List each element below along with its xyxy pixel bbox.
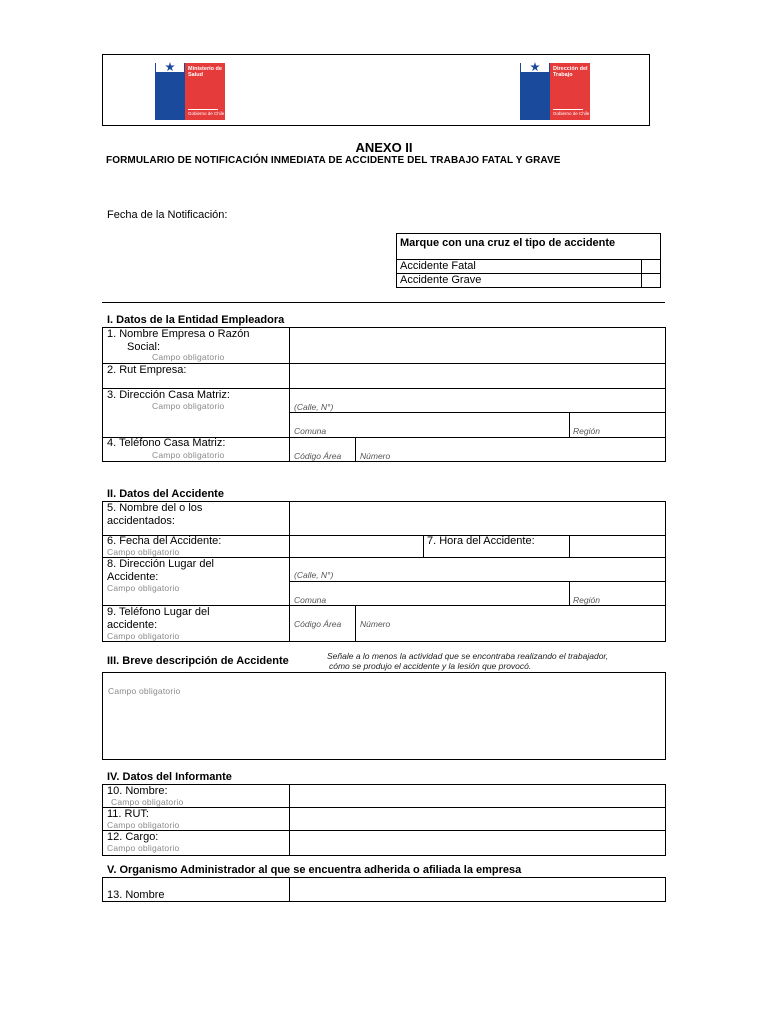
field2-label: 2. Rut Empresa: (107, 364, 187, 376)
separator-line (102, 302, 665, 303)
field10-required-hint: Campo obligatorio (111, 797, 184, 807)
description-required-hint: Campo obligatorio (108, 686, 181, 696)
field3-street-hint: (Calle, N°) (294, 402, 334, 412)
field1-required-hint: Campo obligatorio (152, 352, 225, 362)
field3-street-input[interactable] (290, 389, 665, 411)
field5-input[interactable] (290, 502, 665, 534)
field3-label: 3. Dirección Casa Matriz: (107, 389, 230, 401)
section3-instruction: Señale a lo menos la actividad que se encontraba realizando el trabajador, cómo se produjo el accidente y la lesión que provocó. (327, 651, 609, 671)
field2-input[interactable] (290, 364, 665, 387)
field8-commune-hint: Comuna (294, 595, 327, 605)
description-textarea[interactable] (102, 672, 666, 760)
form-subtitle: FORMULARIO DE NOTIFICACIÓN INMEDIATA DE ACCIDENTE DEL TRABAJO FATAL Y GRAVE (106, 155, 561, 166)
field9-number-hint: Número (360, 619, 391, 629)
field12-required-hint: Campo obligatorio (107, 843, 180, 853)
field8-required-hint: Campo obligatorio (107, 583, 180, 593)
field8-street-hint: (Calle, N°) (294, 570, 334, 580)
accident-grave-checkbox[interactable] (642, 274, 660, 287)
field6-required-hint: Campo obligatorio (107, 547, 180, 557)
field4-area-code-hint: Código Área (294, 451, 342, 461)
section4-title: IV. Datos del Informante (107, 771, 232, 783)
accident-type-grave-label: Accidente Grave (400, 274, 482, 286)
field12-input[interactable] (290, 831, 665, 855)
field7-label: 7. Hora del Accidente: (427, 535, 535, 547)
direccion-trabajo-logo: Dirección del Trabajo Gobierno de Chile (520, 63, 590, 120)
accident-fatal-checkbox[interactable] (642, 260, 660, 272)
field12-label: 12. Cargo: (107, 831, 159, 843)
field11-input[interactable] (290, 808, 665, 829)
field4-required-hint: Campo obligatorio (152, 450, 225, 460)
field11-label: 11. RUT: (107, 808, 149, 820)
field3-required-hint: Campo obligatorio (152, 401, 225, 411)
field10-label: 10. Nombre: (107, 785, 168, 797)
field3-commune-hint: Comuna (294, 426, 327, 436)
field9-label: 9. Teléfono Lugar del accidente: (107, 606, 210, 631)
field4-number-hint: Número (360, 451, 391, 461)
section3-title: III. Breve descripción de Accidente (107, 655, 289, 667)
field13-label: 13. Nombre (107, 889, 165, 901)
field4-label: 4. Teléfono Casa Matriz: (107, 437, 226, 449)
field10-input[interactable] (290, 785, 665, 806)
field6-input[interactable] (290, 536, 422, 556)
section5-title: V. Organismo Administrador al que se encuentra adherida o afiliada la empresa (107, 864, 522, 876)
section2-title: II. Datos del Accidente (107, 488, 224, 500)
field6-label: 6. Fecha del Accidente: (107, 535, 222, 547)
form-title: ANEXO II (355, 140, 413, 155)
field1-input[interactable] (290, 328, 665, 362)
field3-region-hint: Región (573, 426, 600, 436)
field9-required-hint: Campo obligatorio (107, 631, 180, 641)
field8-region-hint: Región (573, 595, 600, 605)
section1-title: I. Datos de la Entidad Empleadora (107, 314, 285, 326)
accident-type-fatal-label: Accidente Fatal (400, 260, 476, 272)
field1-label: 1. Nombre Empresa o Razón Social: (107, 328, 250, 353)
field8-label: 8. Dirección Lugar del Accidente: (107, 558, 215, 583)
field5-label: 5. Nombre del o los accidentados: (107, 502, 203, 527)
field13-input[interactable] (290, 878, 665, 901)
ministerio-salud-logo: Ministerio de Salud Gobierno de Chile (155, 63, 225, 120)
accident-type-header: Marque con una cruz el tipo de accidente (400, 237, 616, 249)
field7-input[interactable] (570, 536, 665, 556)
notification-date-label: Fecha de la Notificación: (107, 209, 228, 221)
field11-required-hint: Campo obligatorio (107, 820, 180, 830)
field9-area-code-hint: Código Área (294, 619, 342, 629)
